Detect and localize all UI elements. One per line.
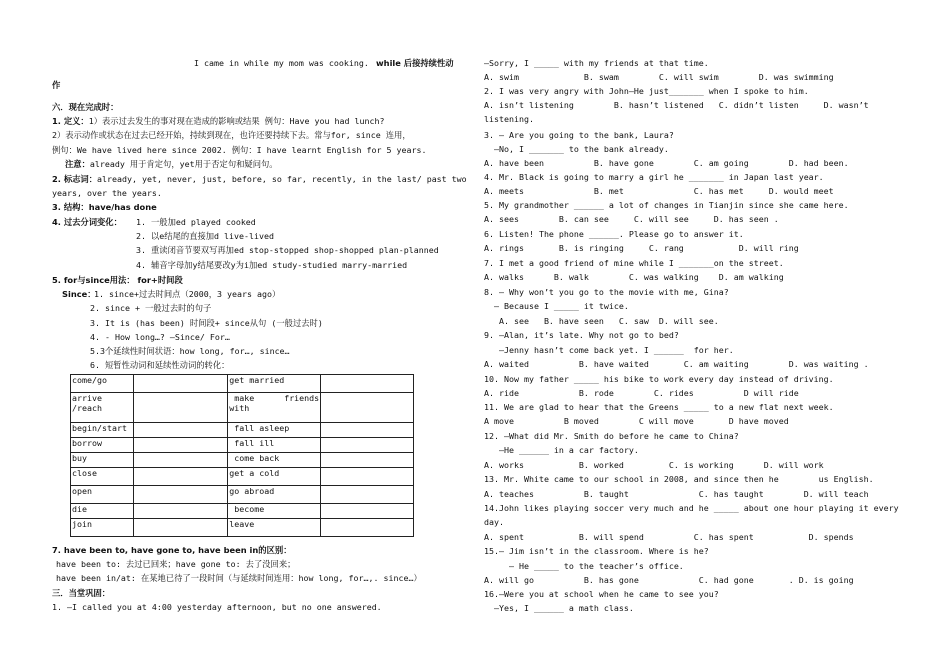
intro-note-cont: 作: [52, 80, 61, 90]
exercise-line: — He _____ to the teacher’s office.: [484, 561, 684, 571]
exercise-line: day.: [484, 517, 504, 527]
exercise-line: —He ______ in a car factory.: [484, 445, 639, 455]
exercise-line: A. sees B. can see C. will see D. has seen .: [484, 214, 779, 224]
pp-rule-1: 1. 一般加ed played cooked: [136, 217, 256, 227]
question-1: 1. —I called you at 4:00 yesterday afternoon, but no one answered.: [52, 602, 382, 612]
exercise-line: 13. Mr. White came to our school in 2008, and since then he us English.: [484, 474, 874, 484]
table-cell: [321, 375, 414, 393]
marker-words-cont: years, over the years.: [52, 188, 162, 198]
definition-3: 例句：We have lived here since 2002. 例句：I have learnt English for 5 years.: [52, 145, 427, 155]
note-label: 注意：: [65, 159, 90, 169]
table-cell: fall asleep: [228, 423, 321, 438]
exercise-line: A. spent B. will spend C. has spent D. spends: [484, 532, 854, 542]
table-cell: make friends with: [228, 393, 321, 423]
exercise-line: —Yes, I ______ a math class.: [484, 603, 634, 613]
table-cell: [321, 423, 414, 438]
exercise-line: 11. We are glad to hear that the Greens _____ to a new flat next week.: [484, 402, 834, 412]
table-cell: [321, 453, 414, 468]
past-participle-label: 4. 过去分词变化：: [52, 217, 122, 227]
table-row: [71, 438, 414, 453]
exercise-line: A move B moved C will move D have moved: [484, 416, 789, 426]
exercise-line: A. meets B. met C. has met D. would meet: [484, 186, 834, 196]
exercise-line: 15.— Jim isn’t in the classroom. Where is he?: [484, 546, 709, 556]
table-cell: fall ill: [228, 438, 321, 453]
table-cell: join: [71, 519, 134, 537]
pp-rule-3: 3. 重读闭音节要双写再加ed stop-stopped shop-shopped plan-planned: [136, 245, 439, 255]
table-cell: open: [71, 486, 134, 504]
pp-rule-4: 4. 辅音字母加y结尾要改y为i加ed study-studied marry-married: [136, 260, 408, 270]
table-cell: leave: [228, 519, 321, 537]
table-cell: buy: [71, 453, 134, 468]
section-7-title: 7. have been to, have gone to, have been in的区别：: [52, 545, 292, 555]
exercise-line: A. walks B. walk C. was walking D. am walking: [484, 272, 784, 282]
exercise-line: A. works B. worked C. is working D. will work: [484, 460, 824, 470]
exercise-line: A. will go B. has gone C. had gone . D. is going: [484, 575, 854, 585]
table-cell: come/go: [71, 375, 134, 393]
marker-words: already, yet, never, just, before, so far, recently, in the last/ past two: [97, 174, 467, 184]
exercise-line: — Because I _____ it twice.: [484, 301, 629, 311]
definition-line-1: [52, 116, 384, 127]
verb-conversion-table: [70, 374, 414, 537]
exercise-line: A. teaches B. taught C. has taught D. will teach: [484, 489, 869, 499]
table-cell: get married: [228, 375, 321, 393]
table-cell: come back: [228, 453, 321, 468]
table-row: [71, 393, 414, 423]
exercise-line: —No, I _______ to the bank already.: [484, 144, 669, 154]
table-row: [71, 468, 414, 486]
since-rule-1: 1. since+过去时间点（2000，3 years ago）: [94, 289, 281, 299]
structure-line: 3. 结构：have/has done: [52, 202, 157, 212]
been-gone-line-2: have been in/at: 在某地已待了一段时间（与延续时间连用：how long, for…,. since…）: [56, 573, 422, 583]
definition-2: 2）表示动作或状态在过去已经开始，持续到现在，也许还要持续下去。常与for, since 连用，: [52, 130, 411, 140]
table-row: [71, 453, 414, 468]
exercise-line: 14.John likes playing soccer very much and he _____ about one hour playing it every: [484, 503, 899, 513]
exercise-line: 4. Mr. Black is going to marry a girl he _______ in Japan last year.: [484, 172, 824, 182]
since-rule-5: 5.3个延续性时间状语：how long, for…, since…: [90, 346, 290, 356]
table-cell: [321, 486, 414, 504]
table-cell: become: [228, 504, 321, 519]
table-cell: [133, 438, 228, 453]
exercise-line: 8. — Why won’t you go to the movie with me, Gina?: [484, 287, 729, 297]
table-row: [71, 486, 414, 504]
intro-note: while 后接持续性动: [376, 58, 454, 68]
exercise-line: A. waited B. have waited C. am waiting D. was waiting .: [484, 359, 869, 369]
table-cell: [133, 504, 228, 519]
definition-label: 1. 定义：: [52, 116, 89, 126]
table-row: [71, 519, 414, 537]
section-3-title: 三．当堂巩固：: [52, 588, 111, 598]
exercise-line: A. isn’t listening B. hasn’t listened C. didn’t listen D. wasn’t: [484, 100, 869, 110]
note-text: already 用于肯定句，yet用于否定句和疑问句。: [89, 159, 278, 169]
exercise-line: A. ride B. rode C. rides D will ride: [484, 388, 799, 398]
marker-line: [52, 174, 467, 185]
table-cell: [133, 453, 228, 468]
pp-rule-2: 2. 以e结尾的直接加d live-lived: [136, 231, 275, 241]
exercise-line: listening.: [484, 114, 534, 124]
table-cell: [133, 375, 228, 393]
since-rule-2: 2. since + 一般过去时的句子: [90, 303, 212, 313]
for-since-line: 5. for与since用法： for+时间段: [52, 275, 183, 285]
section-6-title: 六．现在完成时：: [52, 102, 119, 112]
table-cell: go abroad: [228, 486, 321, 504]
table-row: [71, 375, 414, 393]
exercise-line: A. have been B. have gone C. am going D. had been.: [484, 158, 849, 168]
intro-line: I came in while my mom was cooking.: [194, 58, 369, 68]
exercise-line: A. swim B. swam C. will swim D. was swimming: [484, 72, 834, 82]
exercise-line: 6. Listen! The phone ______. Please go to answer it.: [484, 229, 744, 239]
table-cell: [133, 486, 228, 504]
table-cell: borrow: [71, 438, 134, 453]
table-cell: begin/start: [71, 423, 134, 438]
exercise-line: 7. I met a good friend of mine while I _______on the street.: [484, 258, 784, 268]
table-row: [71, 504, 414, 519]
exercise-line: 3. — Are you going to the bank, Laura?: [484, 130, 674, 140]
definition-1: 1）表示过去发生的事对现在造成的影响或结果 例句：Have you had lunch?: [88, 116, 385, 126]
table-row: [71, 423, 414, 438]
table-cell: [133, 393, 228, 423]
since-label: Since：: [62, 289, 96, 299]
exercise-line: 9. —Alan, it’s late. Why not go to bed?: [484, 330, 679, 340]
exercise-line: —Sorry, I _____ with my friends at that time.: [484, 58, 709, 68]
exercise-line: —Jenny hasn’t come back yet. I ______ for her.: [484, 345, 734, 355]
table-cell: [321, 504, 414, 519]
table-cell: [321, 438, 414, 453]
exercise-line: A. rings B. is ringing C. rang D. will ring: [484, 243, 799, 253]
table-cell: get a cold: [228, 468, 321, 486]
exercise-line: A. see B. have seen C. saw D. will see.: [484, 316, 719, 326]
table-cell: [321, 393, 414, 423]
table-cell: [321, 468, 414, 486]
note-line: [65, 159, 278, 170]
since-rule-3: 3. It is (has been) 时间段+ since从句 (一般过去时): [90, 318, 323, 328]
exercise-line: 2. I was very angry with John—He just_______ when I spoke to him.: [484, 86, 809, 96]
exercise-line: 5. My grandmother ______ a lot of changes in Tianjin since she came here.: [484, 200, 849, 210]
table-cell: close: [71, 468, 134, 486]
exercise-line: 16.—Were you at school when he came to see you?: [484, 589, 719, 599]
table-cell: [133, 519, 228, 537]
table-cell: [133, 423, 228, 438]
been-gone-line-1: have been to: 去过已回来；have gone to: 去了没回来；: [56, 559, 296, 569]
marker-label: 2. 标志词：: [52, 174, 98, 184]
table-cell: [321, 519, 414, 537]
exercise-line: 12. —What did Mr. Smith do before he came to China?: [484, 431, 739, 441]
table-cell: die: [71, 504, 134, 519]
since-rule-4: 4. - How long…? —Since/ For…: [90, 332, 230, 342]
table-cell: [133, 468, 228, 486]
exercise-line: 10. Now my father _____ his bike to work every day instead of driving.: [484, 374, 834, 384]
table-cell: arrive /reach: [71, 393, 134, 423]
since-rule-6: 6. 短暂性动词和延续性动词的转化：: [90, 360, 230, 370]
